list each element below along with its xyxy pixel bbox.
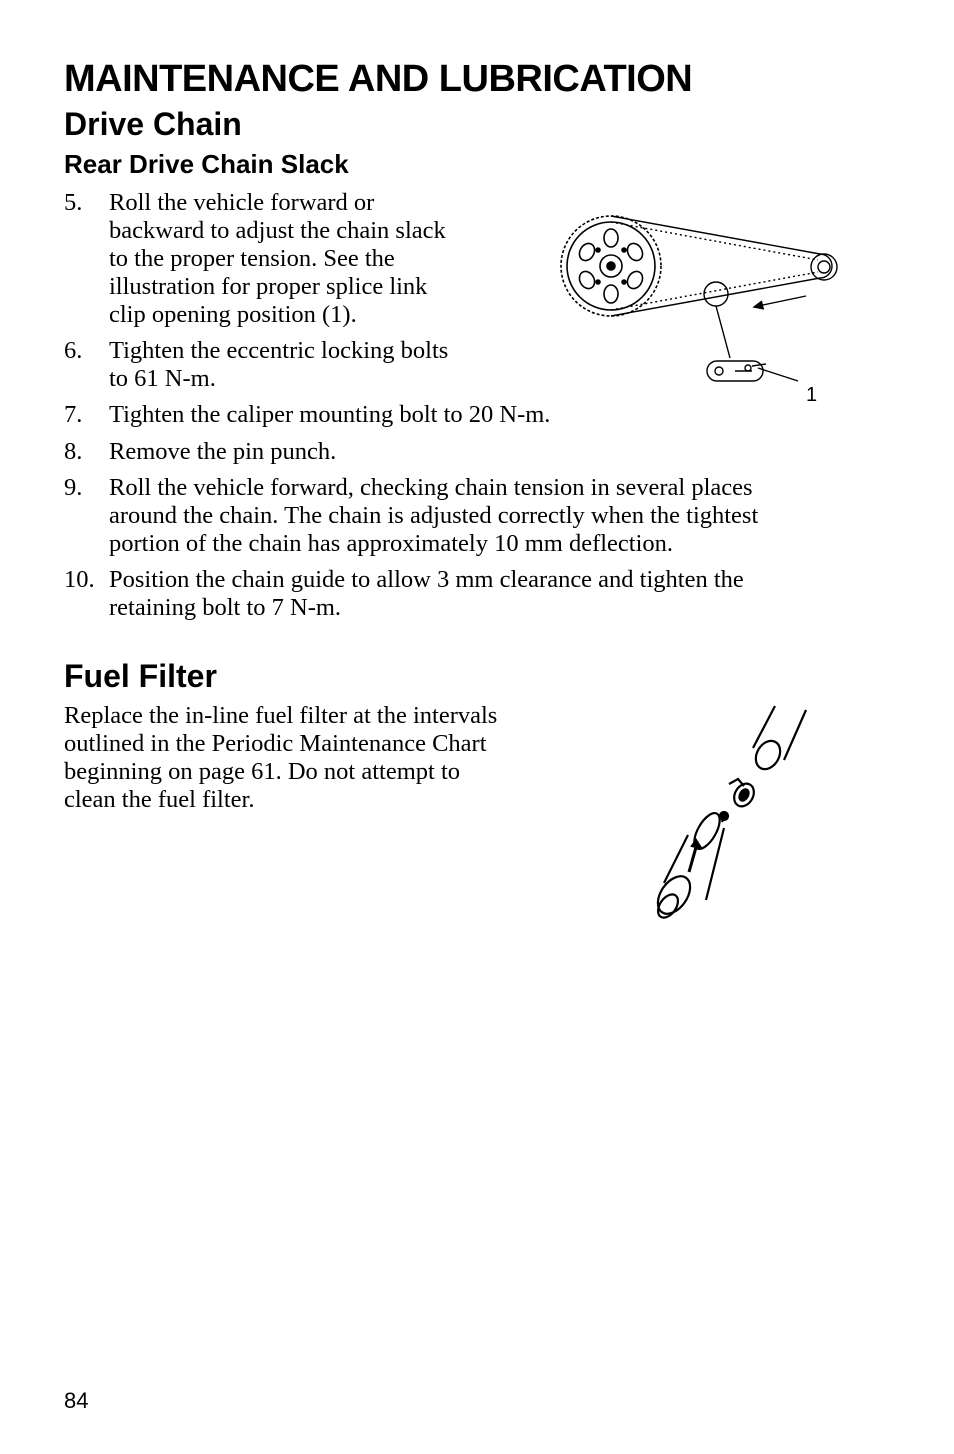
step-text [109,474,758,558]
sprocket-icon [561,216,661,316]
step-number: 7. [64,401,83,428]
page-number: 84 [64,1388,89,1413]
step-line: to the proper tension. See the [109,245,395,272]
step-text [109,566,744,622]
step-line: around the chain. The chain is adjusted correctly when the tightest [109,502,759,529]
step-line: Position the chain guide to allow 3 mm clearance and tighten the [109,566,744,593]
callout-label: 1 [806,384,818,406]
chain-loop-icon [611,216,832,316]
fuel-filter-illustration [640,700,830,925]
subsection-heading-rear-drive-chain-slack: Rear Drive Chain Slack [64,149,349,179]
step-text [109,337,448,393]
step-line: illustration for proper splice link [109,273,428,300]
step-number: 6. [64,337,83,364]
paragraph-line: beginning on page 61. Do not attempt to [64,758,461,785]
step-number: 5. [64,189,83,216]
paragraph-line: clean the fuel filter. [64,786,255,813]
drive-chain-illustration [552,210,852,410]
step-line: backward to adjust the chain slack [109,217,446,244]
step-line: clip opening position (1). [109,301,357,328]
paragraph-line: Replace the in-line fuel filter at the intervals [64,702,498,729]
step-text [109,438,336,466]
fuel-filter-paragraph [64,702,497,814]
hose-clamp-icon [729,779,758,810]
step-number: 10. [64,566,95,593]
step-text [109,189,446,329]
paragraph-line: outlined in the Periodic Maintenance Chart [64,730,487,757]
rear-hub-icon [811,254,837,280]
step-line: Tighten the eccentric locking bolts [109,337,449,364]
direction-arrow-icon [754,296,806,309]
section-heading-drive-chain: Drive Chain [64,106,242,142]
page-title: MAINTENANCE AND LUBRICATION [64,58,693,100]
section-heading-fuel-filter: Fuel Filter [64,658,217,694]
step-line: Remove the pin punch. [109,438,337,465]
step-text [109,401,550,429]
step-line: to 61 N-m. [109,365,216,392]
step-line: Roll the vehicle forward or [109,189,375,216]
step-number: 8. [64,438,83,465]
fuel-hose-icon [751,706,806,773]
step-line: Tighten the caliper mounting bolt to 20 N-m. [109,401,551,428]
step-line: portion of the chain has approximately 10 mm deflection. [109,530,674,557]
fuel-filter-icon [651,809,728,921]
step-line: retaining bolt to 7 N-m. [109,594,342,621]
step-line: Roll the vehicle forward, checking chain tension in several places [109,474,753,501]
step-number: 9. [64,474,83,501]
